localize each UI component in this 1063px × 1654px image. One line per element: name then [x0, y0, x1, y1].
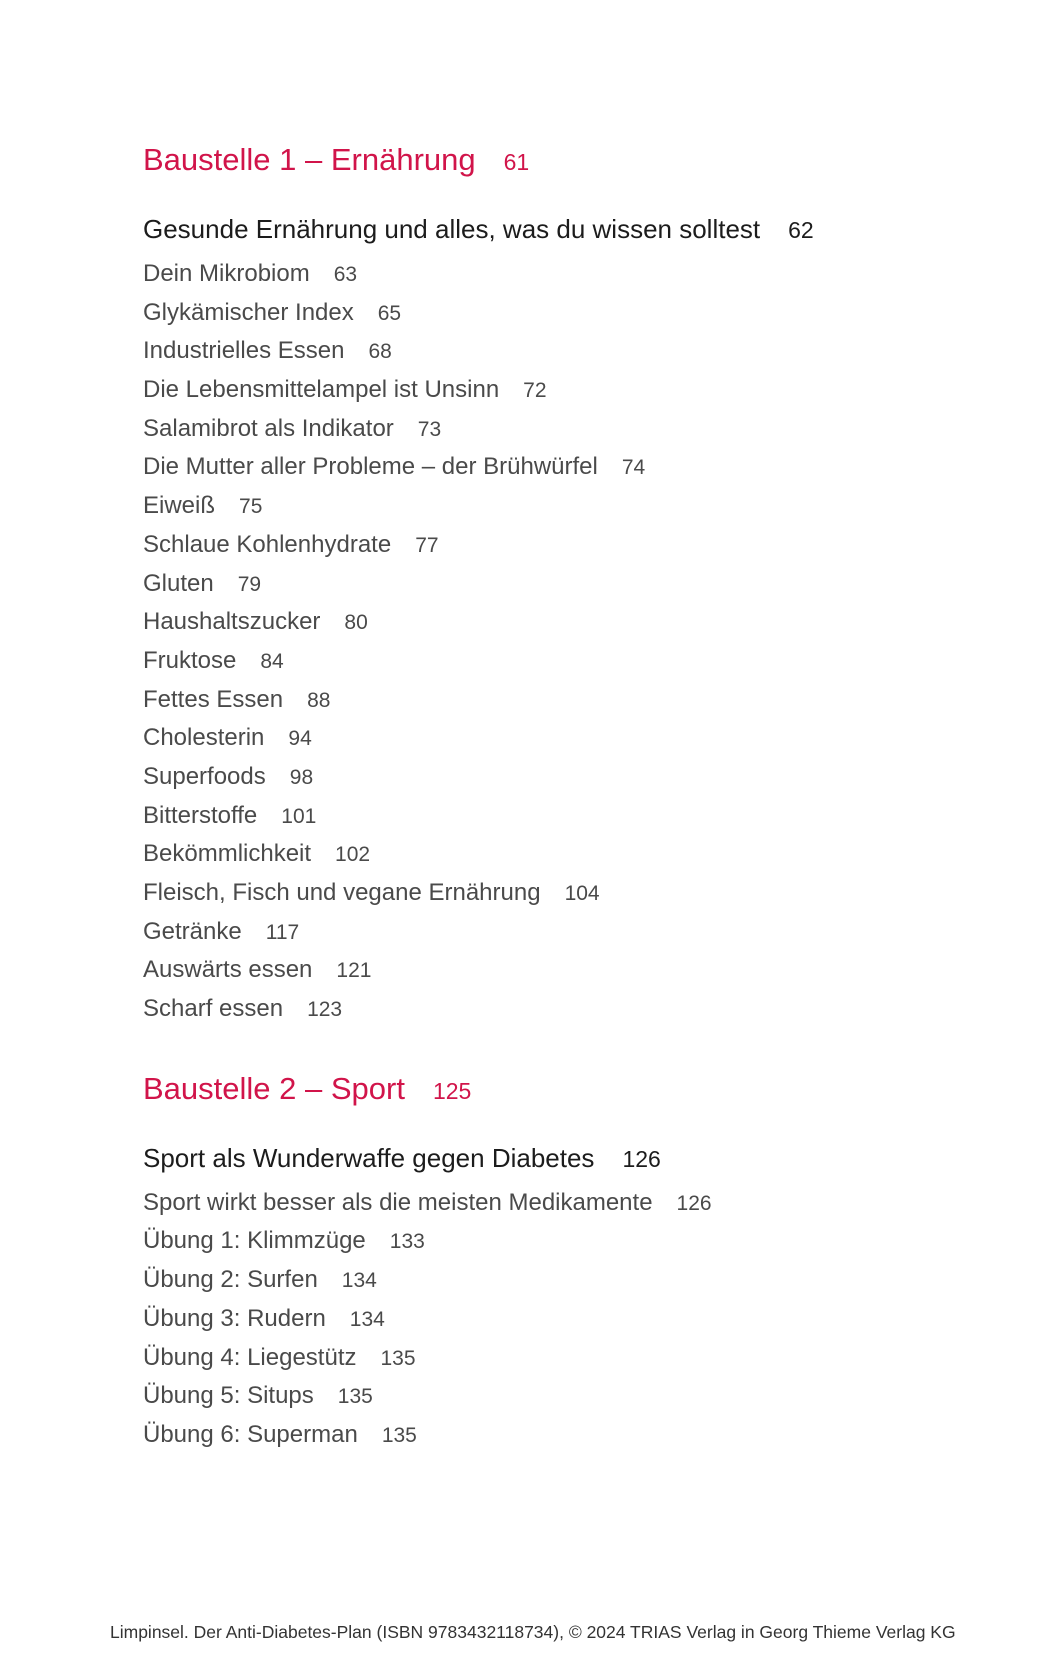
chapter-line: [143, 212, 1023, 247]
entry-page-number: 134: [341, 1269, 377, 1293]
entry-title: Dein Mikrobiom: [143, 260, 310, 287]
entry-page-number: 123: [307, 998, 343, 1022]
toc-entry[interactable]: [143, 487, 1023, 526]
entry-page-number: 135: [380, 1346, 416, 1370]
toc-entry[interactable]: [143, 410, 1023, 449]
section-1: [143, 140, 1023, 1029]
entry-title: Fruktose: [143, 646, 237, 674]
entry-page-number: 135: [337, 1385, 373, 1409]
toc-entry[interactable]: [143, 1184, 1023, 1223]
entry-list: [143, 255, 1023, 1029]
section-heading: [143, 140, 1023, 182]
chapter-page-number: 126: [622, 1145, 661, 1172]
toc-entry[interactable]: [143, 990, 1023, 1029]
toc-entry[interactable]: [143, 913, 1023, 952]
toc-entry[interactable]: [143, 835, 1023, 874]
toc-entry[interactable]: [143, 1416, 1023, 1455]
entry-page-number: 65: [377, 301, 402, 325]
entry-page-number: 101: [281, 804, 317, 828]
toc-entry[interactable]: [143, 603, 1023, 642]
section-spacer: [143, 1029, 1023, 1069]
entry-page-number: 77: [415, 533, 439, 557]
entry-page-number: 102: [335, 843, 371, 867]
entry-title: Gluten: [143, 569, 214, 597]
toc-entry[interactable]: [143, 1300, 1023, 1339]
toc-entry[interactable]: [143, 526, 1023, 565]
entry-page-number: 134: [349, 1307, 385, 1331]
entry-page-number: 79: [237, 572, 262, 596]
entry-title: Schlaue Kohlenhydrate: [143, 530, 392, 558]
toc-entry[interactable]: [143, 448, 1023, 487]
entry-title: Auswärts essen: [143, 956, 313, 984]
entry-page-number: 74: [621, 456, 646, 480]
entry-page-number: 135: [381, 1423, 417, 1447]
entry-title: Übung 3: Rudern: [143, 1304, 326, 1332]
chapter-title: Sport als Wunderwaffe gegen Diabetes: [143, 1142, 595, 1173]
toc-entry[interactable]: [143, 1222, 1023, 1261]
entry-page-number: 73: [417, 417, 442, 441]
entry-title: Glykämischer Index: [143, 298, 354, 326]
chapter-page-number: 62: [788, 217, 814, 243]
section-page-number: 61: [503, 149, 530, 175]
entry-title: Eiweiß: [143, 492, 216, 520]
entry-title: Sport wirkt besser als die meisten Medikamente: [143, 1188, 653, 1216]
toc-entry[interactable]: [143, 681, 1023, 720]
table-of-contents: [143, 140, 1023, 1455]
entry-page-number: 72: [523, 379, 547, 403]
toc-entry[interactable]: [143, 874, 1023, 913]
toc-entry[interactable]: [143, 332, 1023, 371]
entry-title: Superfoods: [143, 762, 266, 790]
toc-entry[interactable]: [143, 1339, 1023, 1378]
entry-title: Die Mutter aller Probleme – der Brühwürfel: [143, 453, 598, 481]
entry-page-number: 80: [344, 611, 368, 635]
toc-entry[interactable]: [143, 294, 1023, 333]
entry-title: Die Lebensmittelampel ist Unsinn: [143, 376, 500, 404]
entry-page-number: 117: [265, 920, 300, 944]
entry-title: Übung 4: Liegestütz: [143, 1343, 357, 1371]
toc-entry[interactable]: [143, 758, 1023, 797]
entry-title: Übung 1: Klimmzüge: [143, 1227, 366, 1255]
toc-entry[interactable]: [143, 1377, 1023, 1416]
toc-entry[interactable]: [143, 642, 1023, 681]
toc-entry[interactable]: [143, 719, 1023, 758]
entry-title: Getränke: [143, 917, 242, 945]
chapter-line: [143, 1141, 1023, 1176]
entry-page-number: 98: [289, 765, 314, 789]
section-title: Baustelle 2 – Sport: [143, 1070, 405, 1106]
toc-entry[interactable]: [143, 371, 1023, 410]
section-heading: [143, 1069, 1023, 1111]
entry-title: Industrielles Essen: [143, 337, 345, 365]
toc-entry[interactable]: [143, 565, 1023, 604]
entry-list: [143, 1184, 1023, 1455]
section-2: [143, 1069, 1023, 1455]
entry-page-number: 88: [307, 688, 331, 712]
entry-page-number: 75: [239, 495, 263, 519]
entry-page-number: 94: [288, 727, 312, 751]
entry-title: Übung 2: Surfen: [143, 1266, 318, 1294]
toc-entry[interactable]: [143, 951, 1023, 990]
entry-title: Salamibrot als Indikator: [143, 414, 394, 442]
entry-title: Fleisch, Fisch und vegane Ernährung: [143, 879, 541, 906]
entry-title: Haushaltszucker: [143, 608, 321, 636]
footer-citation: Limpinsel. Der Anti-Diabetes-Plan (ISBN 9783432118734), © 2024 TRIAS Verlag in Georg Thieme Verlag KG: [110, 1622, 956, 1642]
entry-title: Scharf essen: [143, 995, 284, 1023]
entry-page-number: 104: [564, 882, 600, 905]
entry-title: Fettes Essen: [143, 685, 284, 713]
entry-title: Cholesterin: [143, 724, 265, 752]
entry-title: Bekömmlichkeit: [143, 840, 312, 868]
chapter-title: Gesunde Ernährung und alles, was du wissen solltest: [143, 214, 761, 244]
entry-page-number: 68: [368, 340, 392, 364]
toc-entry[interactable]: [143, 797, 1023, 836]
toc-entry[interactable]: [143, 1261, 1023, 1300]
entry-page-number: 84: [260, 649, 284, 673]
entry-page-number: 133: [389, 1230, 425, 1254]
entry-page-number: 121: [336, 959, 372, 983]
entry-title: Übung 5: Situps: [143, 1382, 314, 1410]
section-page-number: 125: [432, 1077, 472, 1104]
entry-title: Übung 6: Superman: [143, 1420, 358, 1448]
entry-page-number: 63: [333, 263, 358, 286]
toc-entry[interactable]: [143, 255, 1023, 294]
section-title: Baustelle 1 – Ernährung: [143, 142, 476, 177]
entry-title: Bitterstoffe: [143, 801, 258, 829]
entry-page-number: 126: [676, 1191, 712, 1215]
